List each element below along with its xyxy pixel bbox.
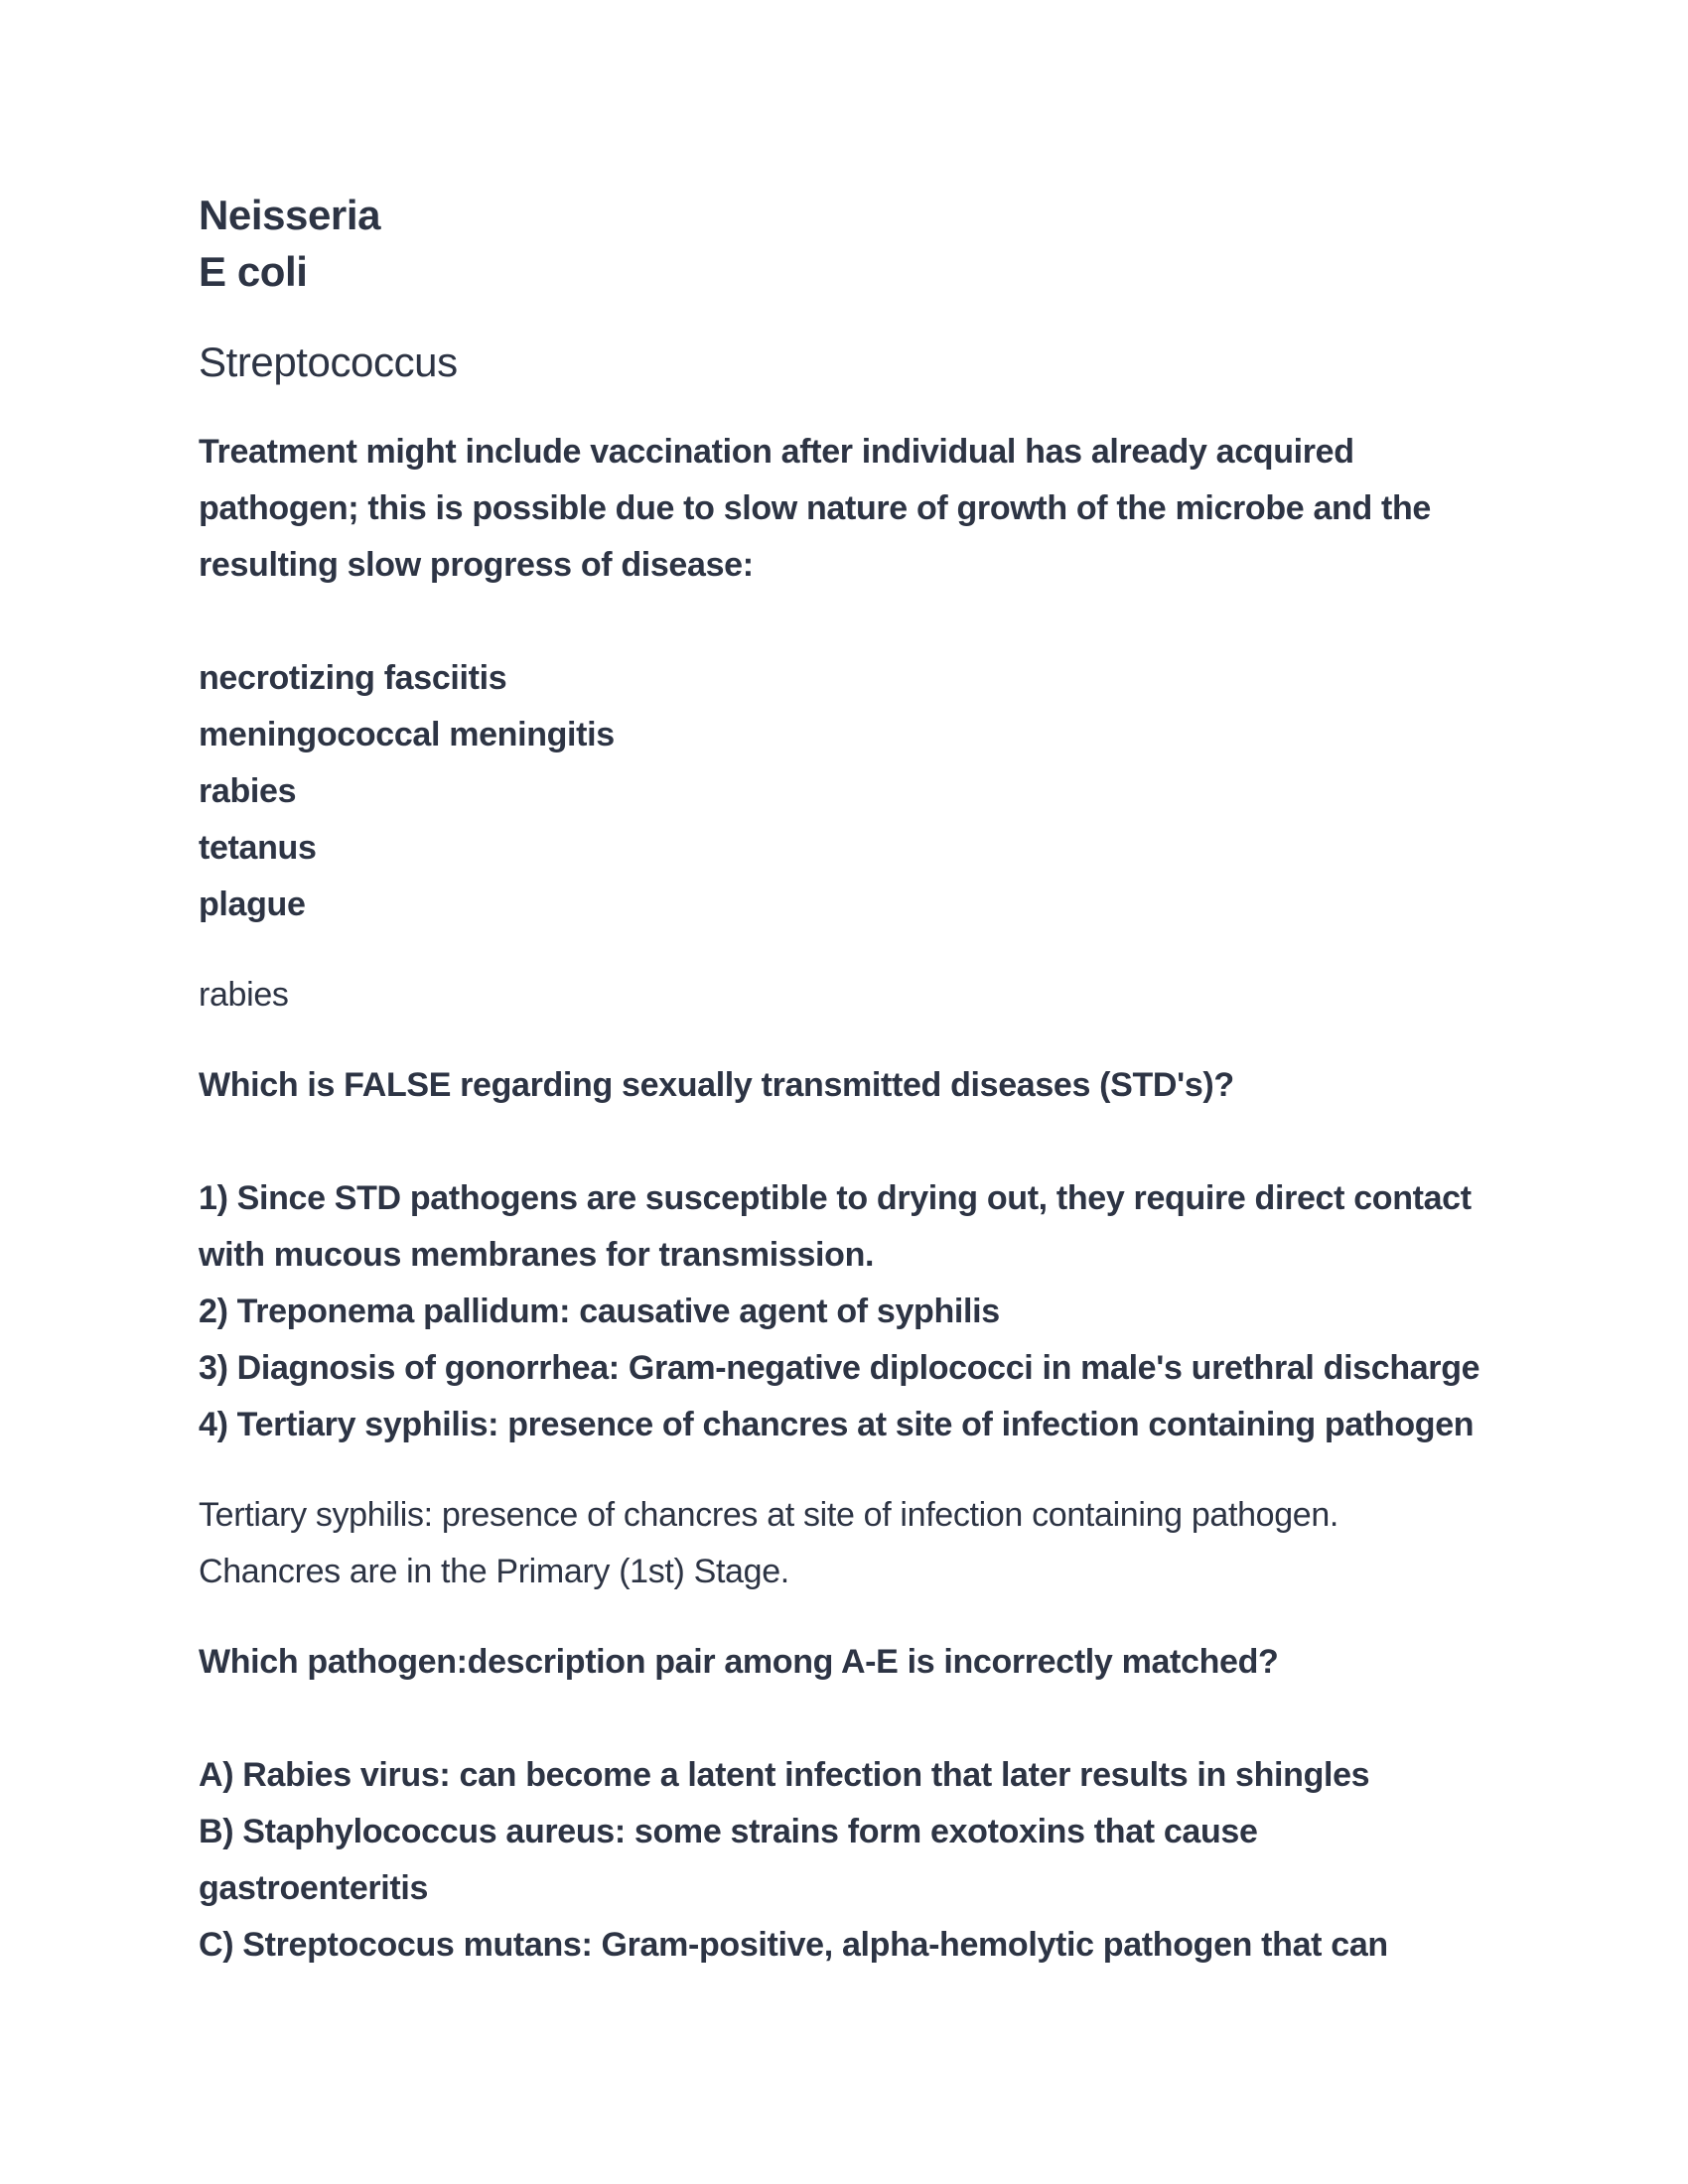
option-line: tetanus (199, 829, 317, 867)
question-line: Treatment might include vaccination after individual has already acquired (199, 433, 1354, 471)
option-line: rabies (199, 772, 297, 810)
options-block-2 (199, 1170, 1489, 1453)
question-block-2 (199, 1057, 1489, 1114)
answer-block-2 (199, 1487, 1489, 1600)
answer-block-1 (199, 967, 1489, 1024)
option-line: 2) Treponema pallidum: causative agent of syphilis (199, 1293, 1000, 1330)
option-line: B) Staphylococcus aureus: some strains form exotoxins that cause (199, 1813, 1258, 1850)
option-line: 4) Tertiary syphilis: presence of chancres at site of infection containing pathogen (199, 1406, 1475, 1443)
term-line: Streptococcus (199, 339, 458, 385)
question-line: resulting slow progress of disease: (199, 546, 754, 584)
option-line: C) Streptococus mutans: Gram-positive, alpha-hemolytic pathogen that can (199, 1926, 1388, 1964)
option-line: A) Rabies virus: can become a latent infection that later results in shingles (199, 1756, 1370, 1794)
option-line: with mucous membranes for transmission. (199, 1236, 875, 1274)
term-line: E coli (199, 248, 308, 295)
option-line: 3) Diagnosis of gonorrhea: Gram-negative diplococci in male's urethral discharge (199, 1349, 1480, 1387)
options-block-3 (199, 1747, 1489, 1974)
question-line: Which is FALSE regarding sexually transmitted diseases (STD's)? (199, 1066, 1234, 1104)
document-page (199, 187, 1489, 1974)
answer-line: Tertiary syphilis: presence of chancres at site of infection containing pathogen. (199, 1496, 1339, 1534)
question-block-3 (199, 1634, 1489, 1691)
question-line: Which pathogen:description pair among A-E is incorrectly matched? (199, 1643, 1279, 1681)
term-regular-block (199, 334, 1489, 390)
terms-block (199, 187, 1489, 300)
answer-line: rabies (199, 976, 289, 1014)
term-line: Neisseria (199, 192, 381, 238)
question-line: pathogen; this is possible due to slow nature of growth of the microbe and the (199, 489, 1431, 527)
option-line: meningococcal meningitis (199, 716, 615, 753)
option-line: 1) Since STD pathogens are susceptible to drying out, they require direct contact (199, 1179, 1472, 1217)
option-line: plague (199, 886, 306, 923)
option-line: necrotizing fasciitis (199, 659, 507, 697)
option-line: gastroenteritis (199, 1869, 429, 1907)
question-block-1 (199, 424, 1489, 594)
answer-line: Chancres are in the Primary (1st) Stage. (199, 1553, 789, 1590)
options-block-1 (199, 650, 1489, 933)
